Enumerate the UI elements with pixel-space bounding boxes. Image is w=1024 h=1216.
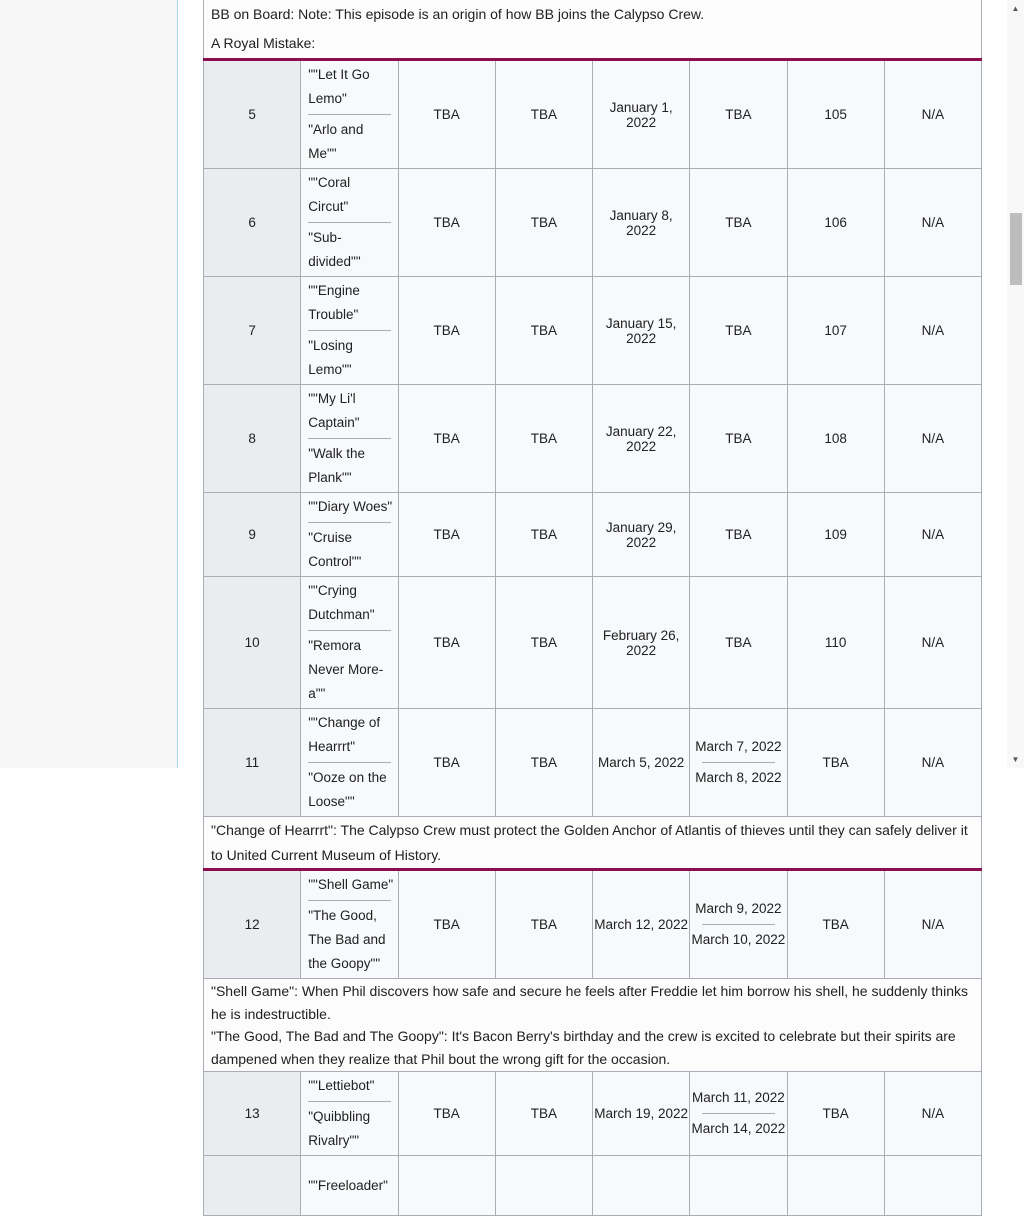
- episode-title-segment: ""Coral Circut": [308, 175, 351, 214]
- summary-line: dampened when they realize that Phil bout the wrong gift for the occasion.: [211, 1050, 671, 1067]
- date-cell: [690, 169, 787, 277]
- page-gutter: [0, 0, 178, 768]
- episode-row: [204, 709, 982, 817]
- date-cell: [690, 1156, 787, 1216]
- detail-cell: TBA: [495, 493, 592, 577]
- title-divider: [308, 762, 390, 763]
- detail-cell: March 12, 2022: [593, 870, 690, 979]
- episode-title-segment: ""Freeloader": [308, 1177, 388, 1193]
- episode-summary-cell: [204, 979, 982, 1072]
- date-segment: TBA: [725, 106, 752, 122]
- episode-number-cell: 5: [204, 60, 301, 169]
- prod-code-cell: 107: [787, 277, 884, 385]
- episode-row: [204, 169, 982, 277]
- detail-cell: TBA: [495, 277, 592, 385]
- date-segment: March 14, 2022: [691, 1121, 786, 1136]
- episode-summary-row: [204, 817, 982, 870]
- prod-code-cell: 105: [787, 60, 884, 169]
- summary-line: BB on Board: Note: This episode is an origin of how BB joins the Calypso Crew.: [211, 6, 705, 22]
- detail-cell: TBA: [398, 60, 495, 169]
- episode-number-cell: 7: [204, 277, 301, 385]
- title-divider: [308, 222, 390, 223]
- scroll-down-icon[interactable]: ▼: [1011, 755, 1020, 764]
- date-divider: [702, 1113, 774, 1114]
- episode-title-cell: [301, 60, 398, 169]
- episode-number-cell: 9: [204, 493, 301, 577]
- episode-title-cell: [301, 169, 398, 277]
- aux-cell: N/A: [884, 1072, 981, 1156]
- episode-table-body: [204, 0, 982, 1216]
- date-segment: TBA: [725, 634, 752, 650]
- episode-title-segment: "Sub-divided"": [308, 230, 361, 269]
- episode-title-cell: [301, 1156, 398, 1216]
- episode-title-segment: "Quibbling Rivalry"": [308, 1109, 371, 1148]
- detail-cell: March 5, 2022: [593, 709, 690, 817]
- title-divider: [308, 630, 390, 631]
- episode-summary-cell: [204, 0, 982, 60]
- summary-line: he is indestructible.: [211, 1005, 331, 1022]
- detail-cell: TBA: [398, 870, 495, 979]
- prod-code-cell: 109: [787, 493, 884, 577]
- detail-cell: TBA: [495, 870, 592, 979]
- date-segment: March 11, 2022: [691, 1090, 785, 1105]
- episode-summary-row: [204, 0, 982, 60]
- episode-row: [204, 870, 982, 979]
- detail-cell: January 29, 2022: [593, 493, 690, 577]
- aux-cell: N/A: [884, 277, 981, 385]
- date-divider: [702, 762, 774, 763]
- episode-title-cell: [301, 577, 398, 709]
- detail-cell: January 1, 2022: [593, 60, 690, 169]
- episode-title-segment: ""Diary Woes": [308, 499, 393, 514]
- summary-line: "Shell Game": When Phil discovers how safe and secure he feels after Freddie let him borrow his shell, he suddenly thinks: [211, 983, 968, 999]
- date-cell: [690, 870, 787, 979]
- prod-code-cell: 110: [787, 577, 884, 709]
- aux-cell: N/A: [884, 60, 981, 169]
- episode-title-segment: "Walk the Plank"": [308, 446, 366, 485]
- episode-title-segment: ""Engine Trouble": [308, 283, 360, 322]
- title-divider: [308, 1101, 390, 1102]
- scroll-up-icon[interactable]: ▲: [1011, 4, 1020, 13]
- episode-title-segment: ""My Li'l Captain": [308, 391, 360, 430]
- episode-title-cell: [301, 870, 398, 979]
- episode-title-segment: "Arlo and Me"": [308, 122, 364, 161]
- date-segment: March 8, 2022: [695, 770, 782, 785]
- episode-title-segment: "Remora Never More-a"": [308, 638, 384, 701]
- date-segment: TBA: [725, 526, 752, 542]
- episode-number-cell: 8: [204, 385, 301, 493]
- episode-row: [204, 577, 982, 709]
- aux-cell: [884, 1156, 981, 1216]
- detail-cell: TBA: [398, 1072, 495, 1156]
- episode-title-segment: "Losing Lemo"": [308, 338, 353, 377]
- date-cell: [690, 277, 787, 385]
- prod-code-cell: TBA: [787, 709, 884, 817]
- date-cell: [690, 60, 787, 169]
- episode-title-segment: "Ooze on the Loose"": [308, 770, 387, 809]
- episode-title-cell: [301, 277, 398, 385]
- episode-number-cell: 12: [204, 870, 301, 979]
- detail-cell: TBA: [495, 1072, 592, 1156]
- detail-cell: TBA: [495, 385, 592, 493]
- episode-title-segment: ""Crying Dutchman": [308, 583, 375, 622]
- title-divider: [308, 114, 390, 115]
- title-divider: [308, 522, 390, 523]
- detail-cell: TBA: [495, 169, 592, 277]
- summary-line: "The Good, The Bad and The Goopy": It's Bacon Berry's birthday and the crew is excited to celebrate but their spirits are: [211, 1028, 956, 1044]
- episode-table: [203, 0, 982, 1216]
- summary-line: A Royal Mistake:: [211, 35, 316, 51]
- detail-cell: TBA: [398, 493, 495, 577]
- detail-cell: [398, 1156, 495, 1216]
- episode-row: [204, 385, 982, 493]
- date-cell: [690, 493, 787, 577]
- episode-title-segment: ""Change of Hearrrt": [308, 715, 381, 754]
- episode-summary-row: [204, 979, 982, 1072]
- episode-number-cell: 6: [204, 169, 301, 277]
- episode-title-segment: ""Shell Game": [308, 877, 394, 892]
- episode-title-segment: ""Let It Go Lemo": [308, 67, 370, 106]
- aux-cell: N/A: [884, 493, 981, 577]
- episode-number-cell: [204, 1156, 301, 1216]
- date-segment: TBA: [725, 322, 752, 338]
- detail-cell: TBA: [398, 385, 495, 493]
- detail-cell: TBA: [398, 709, 495, 817]
- detail-cell: TBA: [398, 577, 495, 709]
- date-segment: TBA: [725, 214, 752, 230]
- detail-cell: TBA: [398, 277, 495, 385]
- episode-row: [204, 1156, 982, 1216]
- episode-number-cell: 13: [204, 1072, 301, 1156]
- detail-cell: January 22, 2022: [593, 385, 690, 493]
- detail-cell: [593, 1156, 690, 1216]
- detail-cell: January 8, 2022: [593, 169, 690, 277]
- prod-code-cell: 108: [787, 385, 884, 493]
- detail-cell: March 19, 2022: [593, 1072, 690, 1156]
- episode-title-cell: [301, 709, 398, 817]
- detail-cell: TBA: [495, 577, 592, 709]
- vertical-scrollbar[interactable]: [1007, 0, 1024, 768]
- title-divider: [308, 900, 390, 901]
- episode-title-cell: [301, 493, 398, 577]
- episode-row: [204, 60, 982, 169]
- episode-row: [204, 1072, 982, 1156]
- prod-code-cell: TBA: [787, 1072, 884, 1156]
- date-segment: March 10, 2022: [691, 932, 786, 947]
- date-segment: March 9, 2022: [695, 901, 782, 916]
- detail-cell: TBA: [495, 60, 592, 169]
- episode-title-cell: [301, 1072, 398, 1156]
- episode-title-segment: "Cruise Control"": [308, 530, 362, 569]
- date-cell: [690, 709, 787, 817]
- date-segment: March 7, 2022: [695, 739, 782, 754]
- episode-title-cell: [301, 385, 398, 493]
- episode-title-segment: "The Good, The Bad and the Goopy"": [308, 908, 386, 971]
- detail-cell: TBA: [495, 709, 592, 817]
- detail-cell: February 26, 2022: [593, 577, 690, 709]
- content-area: [179, 0, 1007, 1193]
- scrollbar-thumb[interactable]: [1010, 213, 1022, 285]
- title-divider: [308, 438, 390, 439]
- summary-line: "Change of Hearrrt": The Calypso Crew must protect the Golden Anchor of Atlantis of thieves until they can safely deliver it: [211, 821, 968, 838]
- episode-number-cell: 11: [204, 709, 301, 817]
- date-cell: [690, 577, 787, 709]
- prod-code-cell: 106: [787, 169, 884, 277]
- detail-cell: TBA: [398, 169, 495, 277]
- date-divider: [702, 924, 774, 925]
- aux-cell: N/A: [884, 169, 981, 277]
- aux-cell: N/A: [884, 577, 981, 709]
- aux-cell: N/A: [884, 870, 981, 979]
- episode-title-segment: ""Lettiebot": [308, 1078, 375, 1093]
- summary-line: to United Current Museum of History.: [211, 846, 442, 863]
- title-divider: [308, 330, 390, 331]
- date-cell: [690, 385, 787, 493]
- aux-cell: N/A: [884, 709, 981, 817]
- detail-cell: January 15, 2022: [593, 277, 690, 385]
- date-cell: [690, 1072, 787, 1156]
- episode-summary-cell: [204, 817, 982, 870]
- episode-number-cell: 10: [204, 577, 301, 709]
- aux-cell: N/A: [884, 385, 981, 493]
- prod-code-cell: [787, 1156, 884, 1216]
- prod-code-cell: TBA: [787, 870, 884, 979]
- episode-row: [204, 277, 982, 385]
- episode-row: [204, 493, 982, 577]
- date-segment: TBA: [725, 430, 752, 446]
- detail-cell: [495, 1156, 592, 1216]
